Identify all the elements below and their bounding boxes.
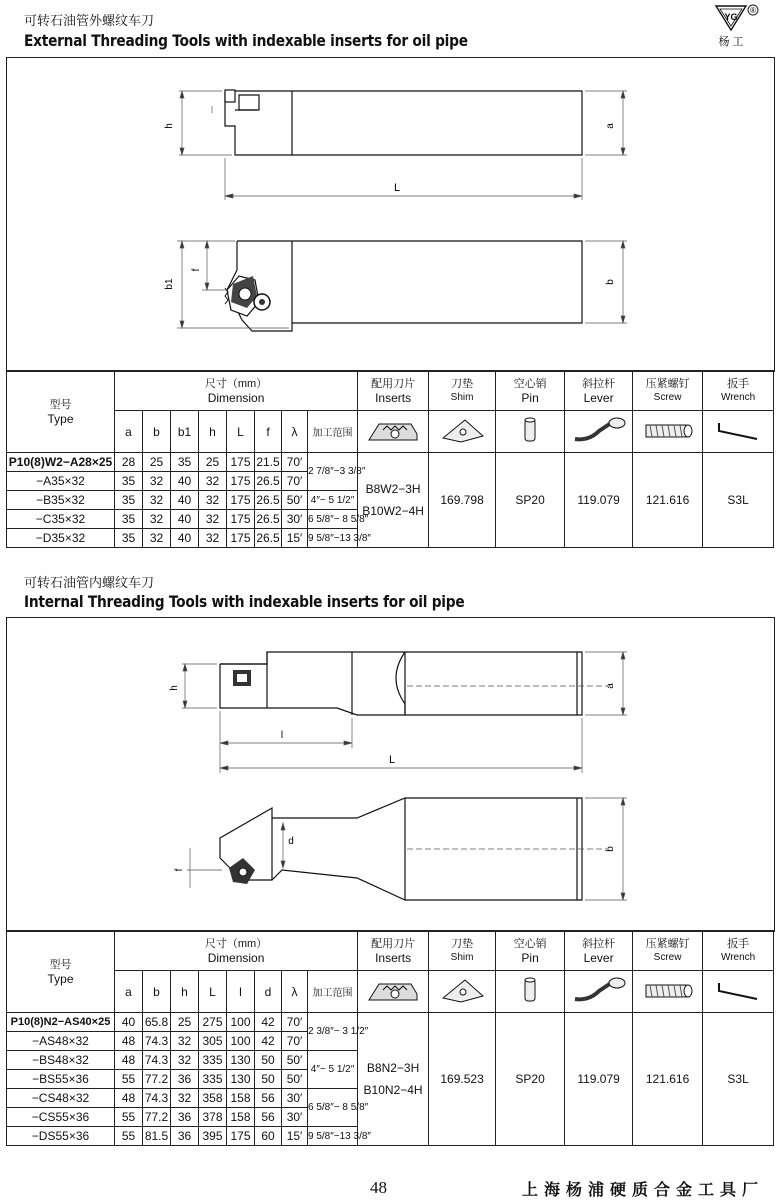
lever-icon	[569, 415, 629, 445]
company-name: 上海杨浦硬质合金工具厂	[522, 1180, 765, 1199]
table-row: −D35×32 35 32 40 32 175 26.5 15′ 9 5/8″−13 3/8″	[7, 529, 774, 548]
insert-image-2	[358, 971, 429, 1013]
lever-header: 斜拉杆 Lever	[565, 371, 633, 411]
insert-image	[358, 411, 429, 453]
col-l-2: l	[227, 971, 255, 1013]
wrench-image	[703, 411, 774, 453]
pin-image	[496, 411, 565, 453]
pin-value-2: SP20	[496, 1013, 565, 1146]
table-row: −BS55×36 55 77.2 36 335 130 50 50′	[7, 1070, 774, 1089]
pin-header: 空心销 Pin	[496, 371, 565, 411]
external-tool-diagram	[7, 58, 774, 371]
dim-label-b: b	[605, 279, 616, 285]
pin-icon	[515, 975, 545, 1005]
shim-icon	[437, 976, 487, 1004]
lever-value: 119.079	[565, 453, 633, 548]
brand-name: 杨 工	[718, 36, 744, 48]
col-b1: b1	[171, 411, 199, 453]
lever-icon	[569, 975, 629, 1005]
dim-label-d: d	[288, 836, 294, 847]
shim-value: 169.798	[429, 453, 496, 548]
dim-label-h2: h	[169, 685, 180, 691]
dim-label-l: l	[280, 730, 284, 741]
dim-label-L: L	[393, 182, 401, 194]
table-row: −CS48×32 48 74.3 32 358 158 56 30′ 6 5/8″− 8 5/8″	[7, 1089, 774, 1108]
lever-value-2: 119.079	[565, 1013, 633, 1146]
dim-label-f: f	[191, 268, 202, 272]
screw-header: 压紧螺钉 Screw	[633, 371, 703, 411]
dim-label-b1: b1	[164, 278, 175, 290]
wrench-value-2: S3L	[703, 1013, 774, 1146]
insert-top-icon	[233, 670, 251, 686]
dimension-header: 尺寸（mm） Dimension	[115, 371, 358, 411]
table-row: −B35×32 35 32 40 32 175 26.5 50′ 4″− 5 1/2″	[7, 491, 774, 510]
col-range: 加工范围	[308, 411, 358, 453]
col-b: b	[143, 411, 171, 453]
col-h: h	[199, 411, 227, 453]
internal-tool-diagram	[7, 618, 774, 931]
insert-icon	[365, 416, 421, 444]
yg-triangle-logo-icon	[706, 3, 766, 51]
external-tool-drawing	[6, 57, 775, 372]
table-row: −C35×32 35 32 40 32 175 26.5 30′ 6 5/8″− 8 5/8″	[7, 510, 774, 529]
shim-value-2: 169.523	[429, 1013, 496, 1146]
table-row: P10(8)W2−A28×25 28 25 35 25 175 21.5 70′ 2 7/8″−3 3/8″ B8W2−3H B10W2−4H 169.798 SP20 119.079 121.616 S3L	[7, 453, 774, 472]
col-f: f	[255, 411, 282, 453]
wrench-image-2	[703, 971, 774, 1013]
dimension-header-2: 尺寸（mm） Dimension	[115, 931, 358, 971]
wrench-header: 扳手 Wrench	[703, 371, 774, 411]
lever-header-2: 斜拉杆 Lever	[565, 931, 633, 971]
brand-logo	[706, 3, 766, 51]
dim-label-a2: a	[605, 683, 616, 689]
pin-value: SP20	[496, 453, 565, 548]
screw-value: 121.616	[633, 453, 703, 548]
internal-tool-drawing	[6, 617, 775, 932]
internal-spec-table	[6, 930, 774, 1146]
col-lambda-2: λ	[282, 971, 308, 1013]
shim-header: 刀垫 Shim	[429, 371, 496, 411]
pin-icon	[515, 415, 545, 445]
col-L-2: L	[199, 971, 227, 1013]
type-header: 型号 Type	[7, 371, 115, 453]
wrench-header-2: 扳手 Wrench	[703, 931, 774, 971]
wrench-icon	[713, 415, 763, 445]
table-row: −BS48×32 48 74.3 32 335 130 50 50′ 4″− 5 1/2″	[7, 1051, 774, 1070]
shim-image-2	[429, 971, 496, 1013]
shim-icon	[437, 416, 487, 444]
screw-icon	[638, 415, 698, 445]
table-row: −A35×32 35 32 40 32 175 26.5 70′	[7, 472, 774, 491]
inserts-cell-2: B8N2−3H B10N2−4H	[358, 1013, 429, 1146]
col-h-2: h	[171, 971, 199, 1013]
table-row: −AS48×32 48 74.3 32 305 100 42 70′	[7, 1032, 774, 1051]
section2-title-en: Internal Threading Tools with indexable inserts for oil pipe	[24, 592, 465, 611]
col-b-2: b	[143, 971, 171, 1013]
col-lambda: λ	[282, 411, 308, 453]
insert-icon	[365, 976, 421, 1004]
external-spec-table	[6, 370, 774, 548]
pin-image-2	[496, 971, 565, 1013]
screw-value-2: 121.616	[633, 1013, 703, 1146]
table-row: P10(8)N2−AS40×25 40 65.8 25 275 100 42 70′ 2 3/8″− 3 1/2″ B8N2−3H B10N2−4H 169.523 SP20 119.079 121.616 S3L	[7, 1013, 774, 1032]
table-row: −DS55×36 55 81.5 36 395 175 60 15′ 9 5/8″−13 3/8″	[7, 1127, 774, 1146]
screw-image	[633, 411, 703, 453]
col-range-2: 加工范围	[308, 971, 358, 1013]
page-number: 48	[370, 1178, 387, 1197]
dim-label-L2: L	[388, 754, 396, 766]
logo-text: YG	[724, 12, 738, 22]
inserts-cell: B8W2−3H B10W2−4H	[358, 453, 429, 548]
screw-header-2: 压紧螺钉 Screw	[633, 931, 703, 971]
lever-image-2	[565, 971, 633, 1013]
wrench-value: S3L	[703, 453, 774, 548]
dim-label-a: a	[605, 123, 616, 129]
inserts-header: 配用刀片 Inserts	[358, 371, 429, 411]
shim-image	[429, 411, 496, 453]
table-row: −CS55×36 55 77.2 36 378 158 56 30′	[7, 1108, 774, 1127]
wrench-icon	[713, 975, 763, 1005]
dim-label-h: h	[164, 123, 175, 129]
inserts-header-2: 配用刀片 Inserts	[358, 931, 429, 971]
shim-header-2: 刀垫 Shim	[429, 931, 496, 971]
col-a-2: a	[115, 971, 143, 1013]
pin-header-2: 空心销 Pin	[496, 931, 565, 971]
type-header-2: 型号 Type	[7, 931, 115, 1013]
lever-image	[565, 411, 633, 453]
dim-label-f2: f	[174, 868, 185, 872]
screw-icon	[638, 975, 698, 1005]
col-d-2: d	[255, 971, 282, 1013]
section1-title-zh: 可转石油管外螺纹车刀	[24, 14, 155, 29]
col-L: L	[227, 411, 255, 453]
section1-title-en: External Threading Tools with indexable inserts for oil pipe	[24, 31, 468, 50]
screw-image-2	[633, 971, 703, 1013]
registered-mark: ®	[750, 6, 756, 15]
dim-label-b2: b	[605, 846, 616, 852]
col-a: a	[115, 411, 143, 453]
section2-title-zh: 可转石油管内螺纹车刀	[24, 576, 155, 591]
